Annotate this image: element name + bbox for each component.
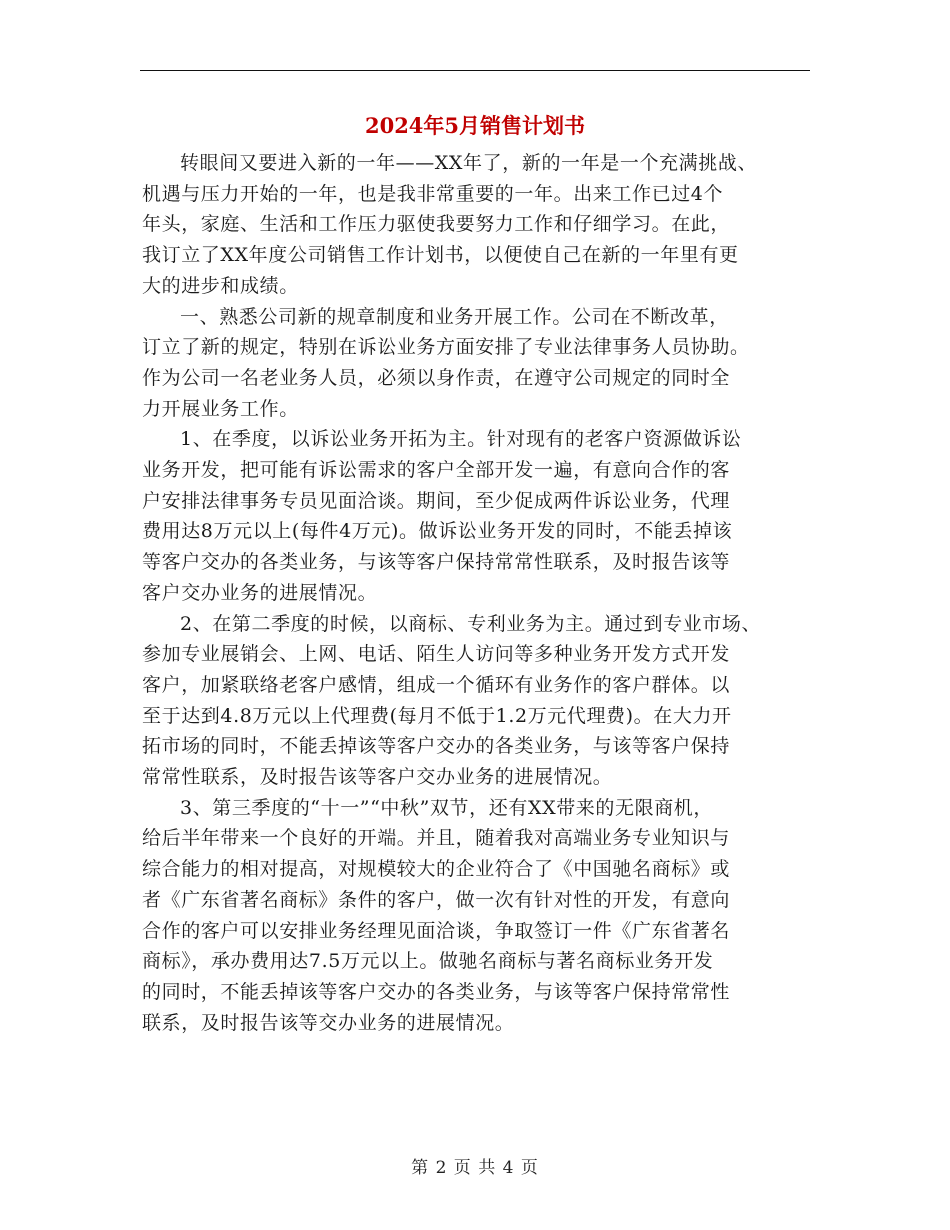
text-line: 一、熟悉公司新的规章制度和业务开展工作。公司在不断改革，: [180, 305, 729, 328]
paragraph-q3: [142, 793, 818, 1039]
text-line: 常常性联系，及时报告该等客户交办业务的进展情况。: [142, 766, 613, 789]
text-line: 年头，家庭、生活和工作压力驱使我要努力工作和仔细学习。在此，: [142, 213, 731, 236]
text-line: 户安排法律事务专员见面洽谈。期间，至少促成两件诉讼业务，代理: [142, 489, 731, 512]
text-line: 订立了新的规定，特别在诉讼业务方面安排了专业法律事务人员协助。: [142, 336, 750, 359]
text-line: 拓市场的同时，不能丢掉该等客户交办的各类业务，与该等客户保持: [142, 735, 731, 758]
paragraph-section-1: [142, 302, 818, 425]
text-line: 者《广东省著名商标》条件的客户，做一次有针对性的开发，有意向: [142, 888, 731, 911]
paragraph-q2: [142, 609, 818, 793]
text-line: 力开展业务工作。: [142, 397, 299, 420]
text-line: 机遇与压力开始的一年，也是我非常重要的一年。出来工作已过4个: [142, 182, 724, 205]
header-rule: [140, 70, 810, 71]
text-line: 转眼间又要进入新的一年——XX年了，新的一年是一个充满挑战、: [180, 152, 758, 174]
text-line: 参加专业展销会、上网、电话、陌生人访问等多种业务开发方式开发: [142, 643, 731, 666]
text-line: 综合能力的相对提高，对规模较大的企业符合了《中国驰名商标》或: [142, 858, 731, 881]
text-line: 至于达到4.8万元以上代理费(每月不低于1.2万元代理费)。在大力开: [142, 704, 732, 727]
document-title: 2024年5月销售计划书: [364, 113, 586, 138]
text-line: 3、第三季度的“十一”“中秋”双节，还有XX带来的无限商机，: [180, 796, 713, 819]
text-line: 作为公司一名老业务人员，必须以身作责，在遵守公司规定的同时全: [142, 366, 731, 389]
text-line: 业务开发，把可能有诉讼需求的客户全部开发一遍，有意向合作的客: [142, 459, 731, 482]
text-line: 费用达8万元以上(每件4万元)。做诉讼业务开发的同时，不能丢掉该: [142, 520, 733, 543]
text-line: 联系，及时报告该等交办业务的进展情况。: [142, 1011, 515, 1034]
text-line: 大的进步和成绩。: [142, 274, 299, 297]
text-line: 客户，加紧联络老客户感情，组成一个循环有业务作的客户群体。以: [142, 673, 731, 696]
text-line: 等客户交办的各类业务，与该等客户保持常常性联系，及时报告该等: [142, 551, 731, 574]
text-line: 给后半年带来一个良好的开端。并且，随着我对高端业务专业知识与: [142, 827, 731, 850]
text-line: 客户交办业务的进展情况。: [142, 581, 378, 604]
text-line: 1、在季度，以诉讼业务开拓为主。针对现有的老客户资源做诉讼: [180, 428, 742, 451]
text-line: 我订立了XX年度公司销售工作计划书，以便使自己在新的一年里有更: [142, 244, 739, 267]
page-number: 第 2 页 共 4 页: [411, 1158, 539, 1178]
text-line: 商标》，承办费用达7.5万元以上。做驰名商标与著名商标业务开发: [142, 950, 714, 973]
paragraph-q1: [142, 424, 818, 608]
text-line: 2、在第二季度的时候，以商标、专利业务为主。通过到专业市场、: [180, 612, 762, 635]
text-line: 的同时，不能丢掉该等客户交办的各类业务，与该等客户保持常常性: [142, 980, 731, 1003]
paragraph-intro: [142, 148, 818, 302]
text-line: 合作的客户可以安排业务经理见面洽谈，争取签订一件《广东省著名: [142, 919, 731, 942]
document-body: [142, 148, 818, 1038]
